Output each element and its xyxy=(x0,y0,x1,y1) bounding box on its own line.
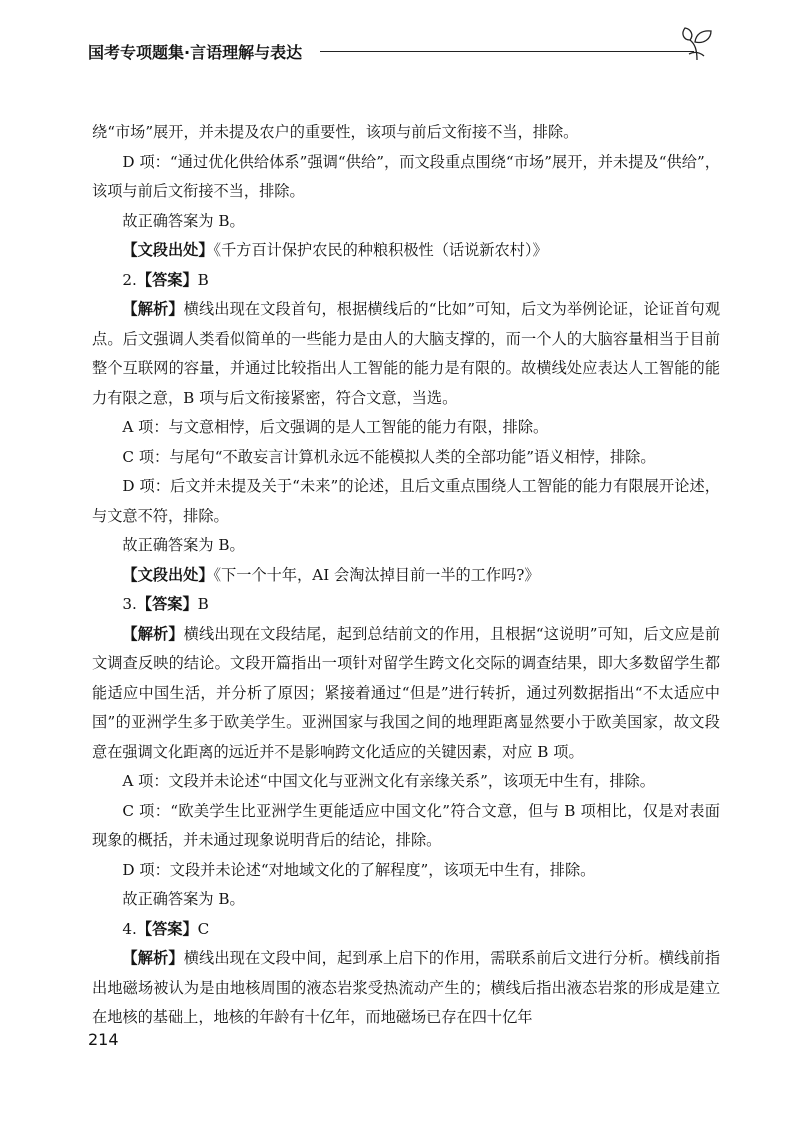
header-title: 国考专项题集·言语理解与表达 xyxy=(88,43,303,62)
analysis-tag: 【解析】 xyxy=(122,300,184,318)
source-tag: 【文段出处】 xyxy=(122,241,214,259)
option-explanation: A 项：与文意相悖，后文强调的是人工智能的能力有限，排除。 xyxy=(122,418,549,436)
option-explanation: C 项：“欧美学生比亚洲学生更能适应中国文化”符合文意，但与 B 项相比，仅是对表面现象的概括，并未通过现象说明背后的结论，排除。 xyxy=(92,801,720,849)
running-header xyxy=(88,38,718,62)
analysis-q4 xyxy=(92,944,720,1033)
source-line xyxy=(92,561,720,591)
option-explanation: D 项：文段并未论述“对地域文化的了解程度”，该项无中生有，排除。 xyxy=(122,860,596,879)
analysis-tag: 【解析】 xyxy=(122,624,184,643)
source-text: 《下一个十年，AI 会淘汰掉目前一半的工作吗?》 xyxy=(213,565,540,584)
question-number: 4. xyxy=(122,919,137,938)
analysis-q2 xyxy=(92,295,720,413)
analysis-text: 横线出现在文段结尾，起到总结前文的作用，且根据“这说明”可知，后文应是前文调查反映的结论。文段开篇指出一项针对留学生跨文化交际的调查结果，即大多数留学生都能适应中国生活，并分析了原因；紧接着通过“但是”进行转折，通过列数据指出“不太适应中国”的亚洲学生多于欧美学生。亚洲国家与我国之间的地理距离显然要小于欧美国家，故文段意在强调文化距离的远近并不是影响跨文化适应的关键因素，对应 B 项。 xyxy=(92,624,721,761)
option-explanation: D 项：后文并未提及关于“未来”的论述，且后文重点围绕人工智能的能力有限展开论述，与文意不符，排除。 xyxy=(92,477,720,525)
answer-letter: B xyxy=(197,270,209,289)
answer-line-q2 xyxy=(92,266,720,296)
answer-tag: 【答案】 xyxy=(136,595,198,613)
option-d-explanation: D 项：“通过优化供给体系”强调“供给”，而文段重点围绕“市场”展开，并未提及“供给”，该项与前后文衔接不当，排除。 xyxy=(92,152,720,200)
answer-conclusion: 故正确答案为 B。 xyxy=(122,890,245,908)
paragraph-continued: 绕“市场”展开，并未提及农户的重要性，该项与前后文衔接不当，排除。 xyxy=(92,123,579,141)
answer-letter: B xyxy=(197,595,209,613)
analysis-text: 横线出现在文段中间，起到承上启下的作用，需联系前后文进行分析。横线前指出地磁场被认为是由地核周围的液态岩浆受热流动产生的；横线后指出液态岩浆的形成是建立在地核的基础上，地核的年龄有十亿年，而地磁场已存在四十亿年 xyxy=(92,949,721,1026)
option-explanation: A 项：文段并未论述“中国文化与亚洲文化有亲缘关系”，该项无中生有，排除。 xyxy=(122,772,655,790)
answer-line-q4 xyxy=(92,915,720,945)
leaf-ornament-icon xyxy=(680,26,714,62)
analysis-text: 横线出现在文段首句，根据横线后的“比如”可知，后文为举例论证，论证首句观点。后文强调人类看似简单的一些能力是由人的大脑支撑的，而一个人的大脑容量相当于目前整个互联网的容量，并通过比较指出人工智能的能力是有限的。故横线处应表达人工智能的能力有限之意，B 项与后文衔接紧密，符合文意，当选。 xyxy=(92,300,721,407)
answer-conclusion: 故正确答案为 B。 xyxy=(122,211,245,230)
answer-line-q3 xyxy=(92,590,720,620)
answer-conclusion: 故正确答案为 B。 xyxy=(122,536,245,554)
answer-tag: 【答案】 xyxy=(136,919,198,938)
source-line xyxy=(92,236,720,266)
header-rule xyxy=(320,51,694,52)
question-number: 3. xyxy=(122,595,137,613)
answer-explanations xyxy=(92,118,720,1033)
option-explanation: C 项：与尾句“不敢妄言计算机永远不能模拟人类的全部功能”语义相悖，排除。 xyxy=(122,447,656,466)
analysis-tag: 【解析】 xyxy=(122,949,184,967)
source-tag: 【文段出处】 xyxy=(122,565,214,584)
analysis-q3 xyxy=(92,620,720,768)
answer-letter: C xyxy=(197,919,210,938)
page-number: 214 xyxy=(88,1030,119,1049)
answer-tag: 【答案】 xyxy=(136,270,198,289)
source-text: 《千方百计保护农民的种粮积极性（话说新农村）》 xyxy=(213,241,548,259)
question-number: 2. xyxy=(122,270,137,289)
